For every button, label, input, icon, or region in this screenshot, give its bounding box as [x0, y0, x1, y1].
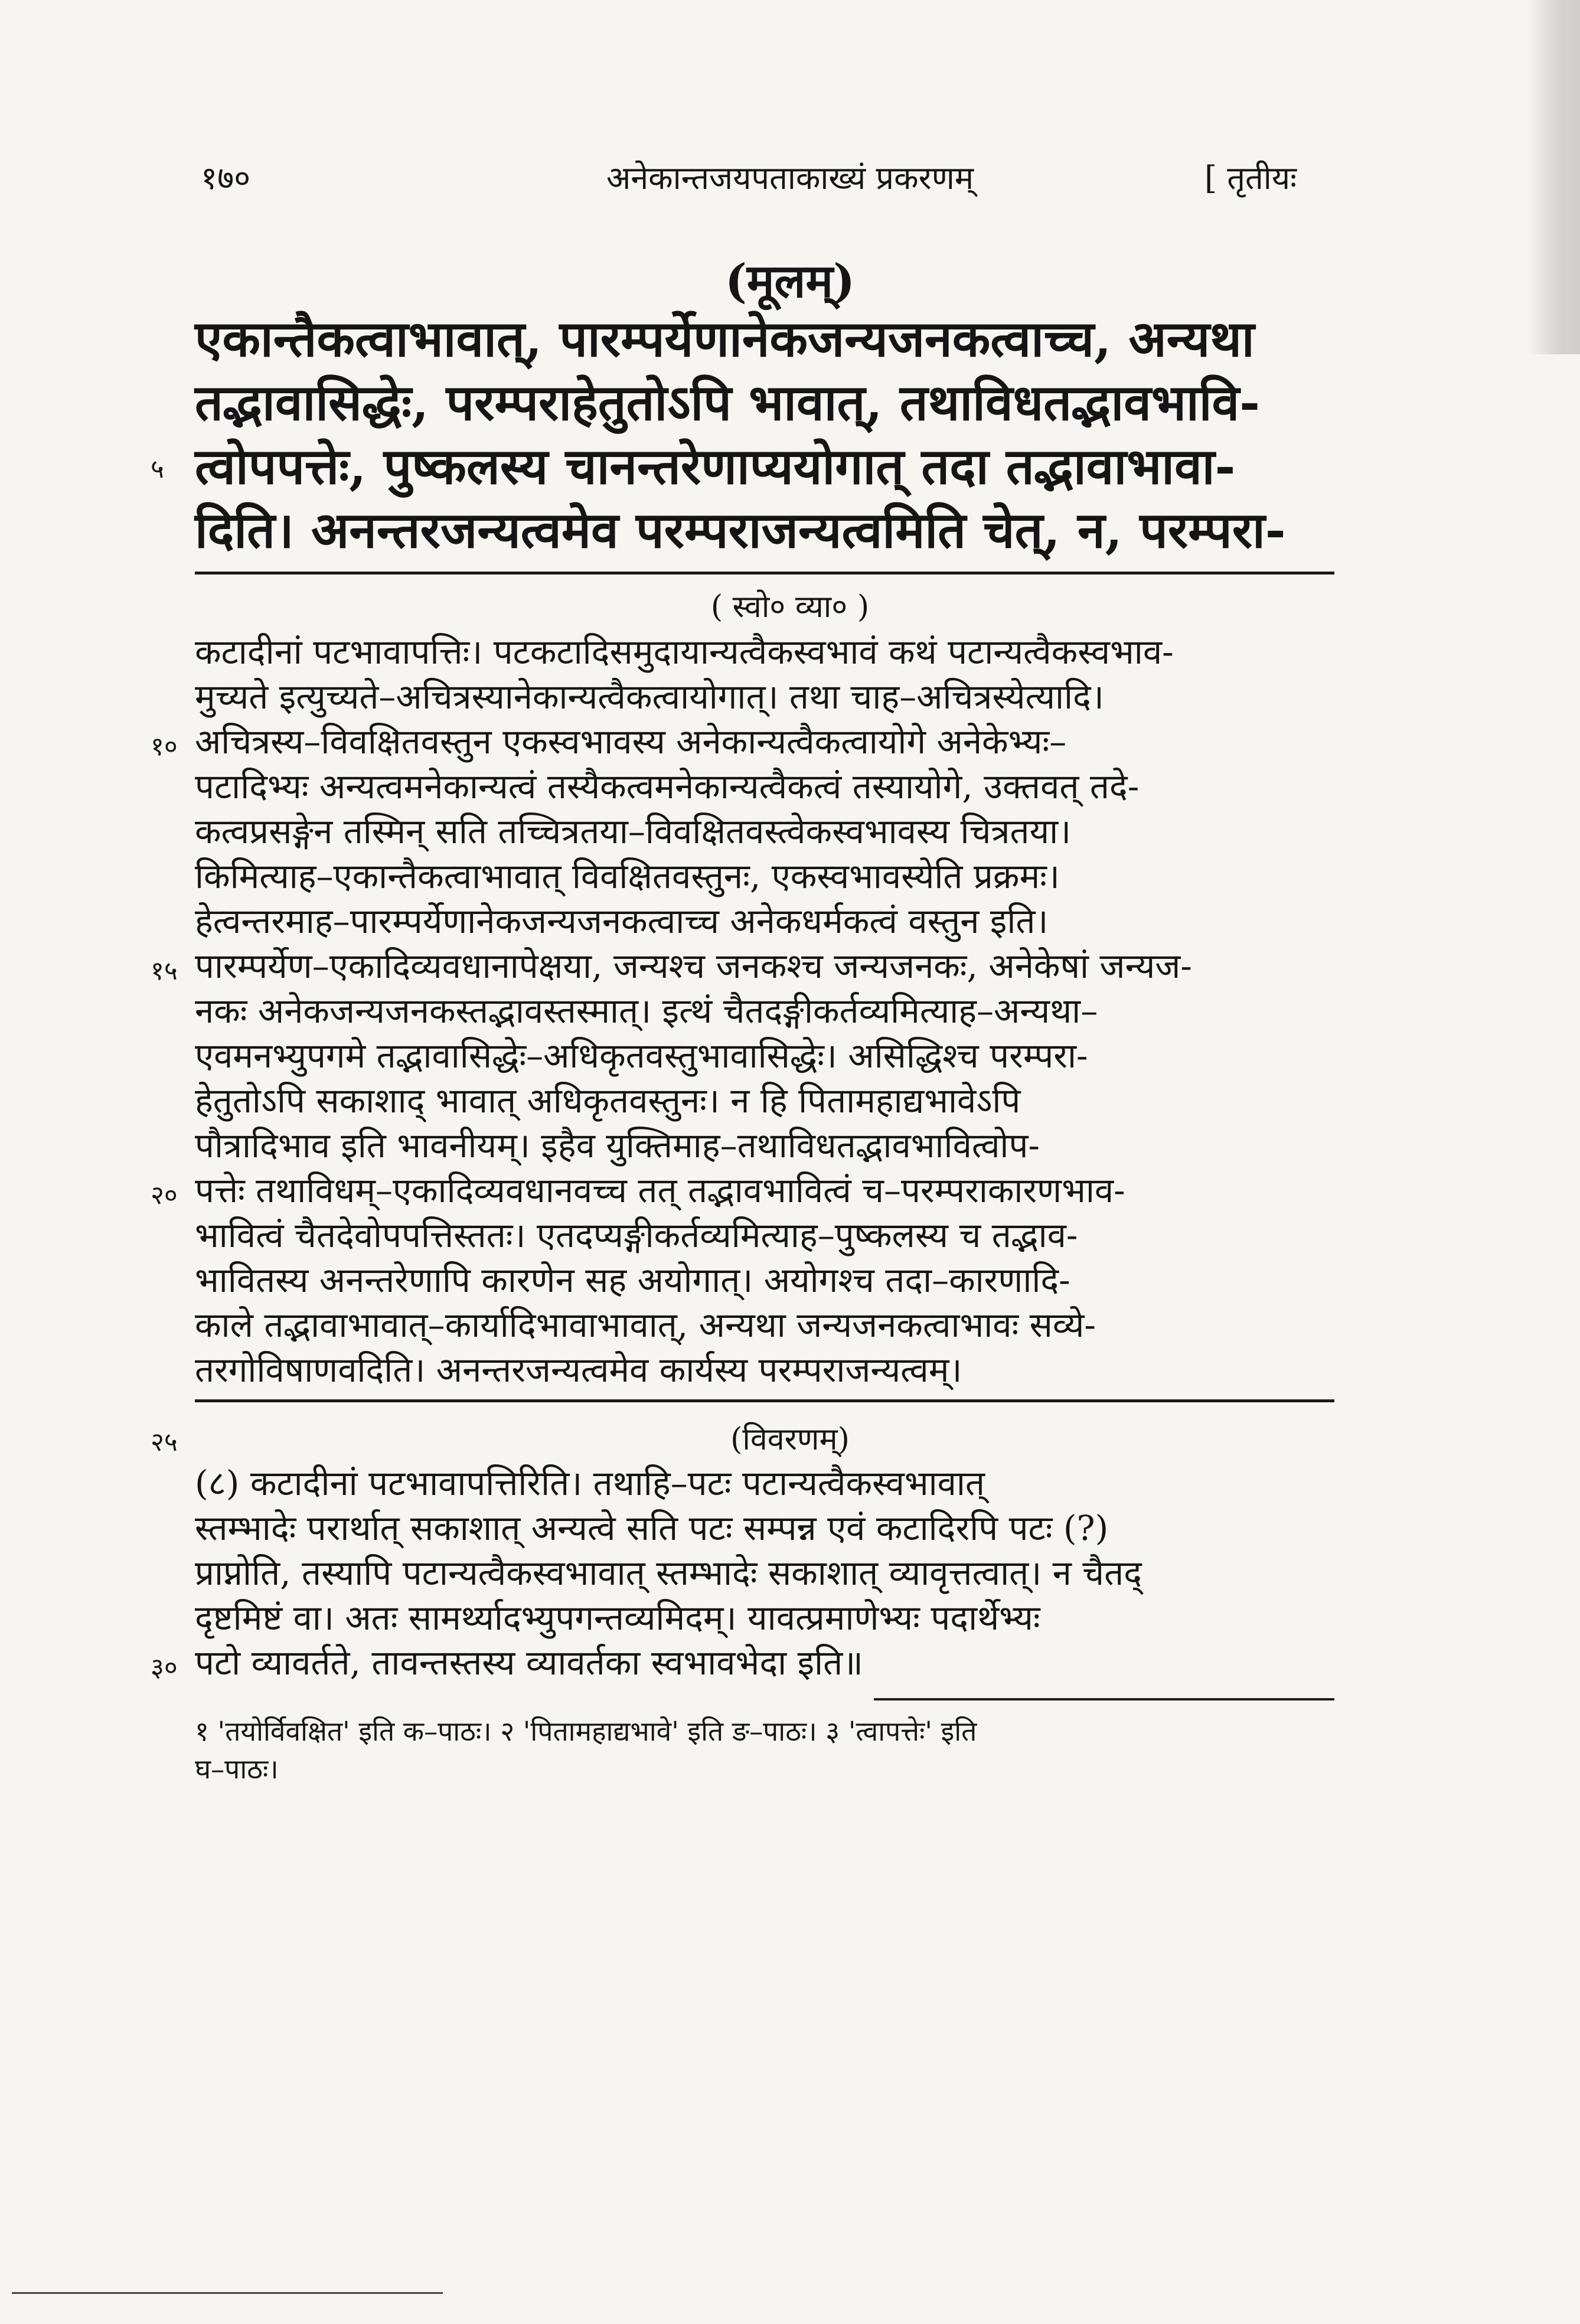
page-number: १७०: [201, 159, 251, 197]
commentary-line: पत्तेः तथाविधम्–एकादिव्यवधानवच्च तत् तद्भावभावित्वं च–परम्पराकारणभाव-: [195, 1170, 1125, 1210]
section-rule: [195, 572, 1334, 575]
vivaranam-line: स्तम्भादेः परार्थात् सकाशात् अन्यत्वे सति पटः सम्पन्न एवं कटादिरपि पटः (?): [195, 1508, 1109, 1548]
footnote-line: घ–पाठः।: [195, 1753, 279, 1785]
commentary-line: भावित्वं चैतदेवोपपत्तिस्ततः। एतदप्यङ्गीकर्तव्यमित्याह–पुष्कलस्य च तद्भाव-: [195, 1215, 1078, 1255]
commentary-line: पारम्पर्येण–एकादिव्यवधानापेक्षया, जन्यश्च जनकश्च जन्यजनकः, अनेकेषां जन्यज-: [195, 946, 1192, 986]
mool-line: त्वोपपत्तेः, पुष्कलस्य चानन्तरेणाप्ययोगात् तदा तद्भावाभावा-: [195, 437, 1236, 495]
commentary-line: पौत्रादिभाव इति भावनीयम्। इहैव युक्तिमाह–तथाविधतद्भावभावित्वोप-: [195, 1125, 1040, 1166]
commentary-line: किमित्याह–एकान्तैकत्वाभावात् विवक्षितवस्तुनः, एकस्वभावस्येति प्रक्रमः।: [195, 856, 1060, 896]
section-rule: [195, 1399, 1334, 1402]
commentary-line: तरगोविषाणवदिति। अनन्तरजन्यत्वमेव कार्यस्य परम्पराजन्यत्वम्।: [195, 1350, 962, 1390]
commentary-line: पटादिभ्यः अन्यत्वमनेकान्यत्वं तस्यैकत्वमनेकान्यत्वैकत्वं तस्यायोगे, उक्तवत् तदे-: [195, 766, 1140, 807]
commentary-line: मुच्यते इत्युच्यते–अचित्रस्यानेकान्यत्वैकत्वायोगात्। तथा चाह–अचित्रस्येत्यादि।: [195, 677, 1104, 717]
mool-heading: (मूलम्): [725, 254, 855, 308]
vivaranam-line: (८) कटादीनां पटभावापत्तिरिति। तथाहि–पटः पटान्यत्वैकस्वभावात्: [195, 1463, 985, 1503]
commentary-line: एवमनभ्युपगमे तद्भावासिद्धेः–अधिकृतवस्तुभावासिद्धेः। असिद्धिश्च परम्परा-: [195, 1036, 1088, 1076]
commentary-line: भावितस्य अनन्तरेणापि कारणेन सह अयोगात्। अयोगश्च तदा–कारणादि-: [195, 1260, 1070, 1300]
mool-line: दिति। अनन्तरजन्यत्वमेव परम्पराजन्यत्वमिति चेत्, न, परम्परा-: [195, 501, 1286, 559]
footnote-rule: [874, 1698, 1334, 1700]
commentary-line: अचित्रस्य–विवक्षितवस्तुन एकस्वभावस्य अनेकान्यत्वैकत्वायोगे अनेकेभ्यः–: [195, 722, 1067, 762]
commentary-line: हेत्वन्तरमाह–पारम्पर्येणानेकजन्यजनकत्वाच्च अनेकधर्मकत्वं वस्तुन इति।: [195, 901, 1049, 941]
mool-line: एकान्तैकत्वाभावात्, पारम्पर्येणानेकजन्यजनकत्वाच्च, अन्यथा: [195, 309, 1255, 368]
commentary-line: नकः अनेकजन्यजनकस्तद्भावस्तस्मात्। इत्थं चैतदङ्गीकर्तव्यमित्याह–अन्यथा–: [195, 991, 1098, 1031]
running-header: [0, 155, 1580, 208]
vivaranam-line: प्राप्नोति, तस्यापि पटान्यत्वैकस्वभावात् स्तम्भादेः सकाशात् व्यावृत्तत्वात्। न चैतद्: [195, 1553, 1142, 1593]
commentary-line: काले तद्भावाभावात्–कार्यादिभावाभावात्, अन्यथा जन्यजनकत्वाभावः सव्ये-: [195, 1305, 1096, 1345]
line-marker: १५: [151, 956, 178, 986]
commentary-line: कत्वप्रसङ्गेन तस्मिन् सति तच्चित्रतया–विवक्षितवस्त्वेकस्वभावस्य चित्रतया।: [195, 811, 1072, 851]
commentary-line: कटादीनां पटभावापत्तिः। पटकटादिसमुदायान्यत्वैकस्वभावं कथं पटान्यत्वैकस्वभाव-: [195, 632, 1174, 672]
vivaranam-heading: (विवरणम्): [730, 1422, 850, 1457]
line-marker: २५: [151, 1427, 178, 1457]
line-marker: १०: [151, 732, 178, 762]
line-marker: ५: [151, 454, 164, 484]
line-marker: २०: [151, 1180, 178, 1210]
commentary-heading: ( स्वो० व्या० ): [710, 589, 870, 625]
vivaranam-line: दृष्टमिष्टं वा। अतः सामर्थ्यादभ्युपगन्तव्यमिदम्। यावत्प्रमाणेभ्यः पदार्थेभ्यः: [195, 1598, 1040, 1638]
line-marker: ३०: [151, 1653, 178, 1683]
footnote-line: १ 'तयोर्विवक्षित' इति क–पाठः। २ 'पितामहाद्यभावे' इति ङ–पाठः। ३ 'त्वापत्तेः' इति: [195, 1715, 977, 1747]
running-title: अनेकान्तजयपताकाख्यं प्रकरणम्: [606, 159, 974, 197]
commentary-line: हेतुतोऽपि सकाशाद् भावात् अधिकृतवस्तुनः। न हि पितामहाद्यभावेऽपि: [195, 1081, 1021, 1121]
mool-line: तद्भावासिद्धेः, परम्पराहेतुतोऽपि भावात्, तथाविधतद्भावभावि-: [195, 373, 1261, 432]
vivaranam-line: पटो व्यावर्तते, तावन्तस्तस्य व्यावर्तका स्वभावभेदा इति॥: [195, 1643, 863, 1683]
chapter-label: [ तृतीयः: [1204, 159, 1297, 197]
scan-bottom-mark: [12, 2292, 443, 2294]
